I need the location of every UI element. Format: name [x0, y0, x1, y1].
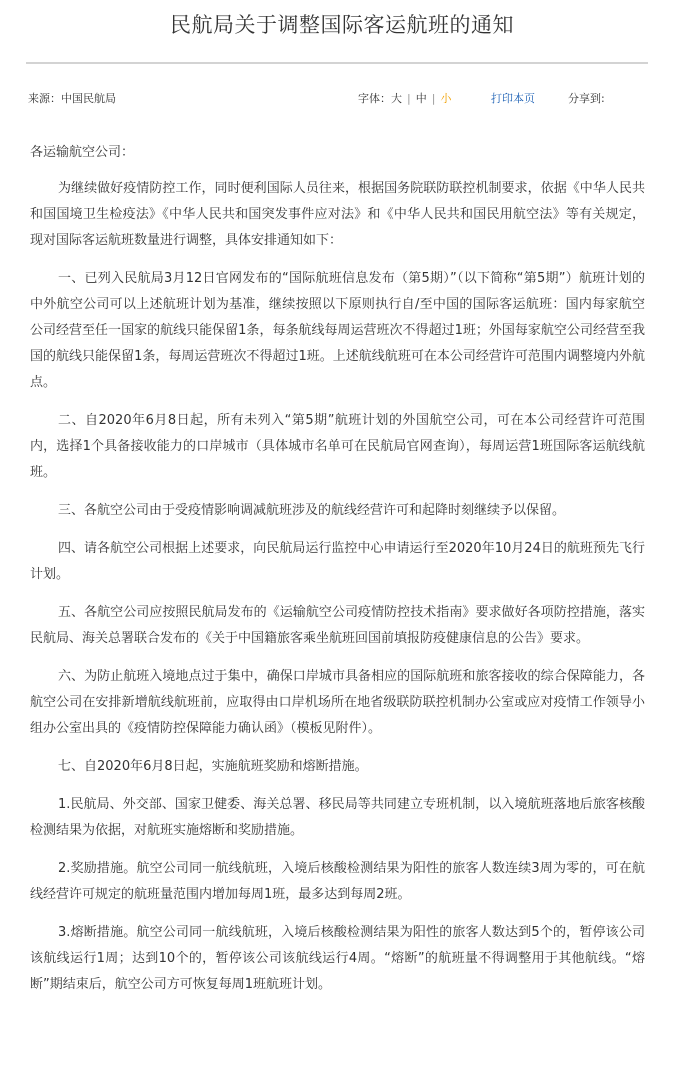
- body-paragraph: 七、自2020年6月8日起，实施航班奖励和熔断措施。: [58, 759, 368, 774]
- page-title: 民航局关于调整国际客运航班的通知: [170, 13, 514, 37]
- share-label: 分享到:: [568, 92, 605, 105]
- article-meta-bar: [28, 91, 628, 107]
- article-body: [30, 140, 645, 1010]
- print-page-link[interactable]: 打印本页: [491, 92, 535, 105]
- font-size-label: 字体：: [358, 92, 391, 105]
- body-paragraph: 1.民航局、外交部、国家卫健委、海关总署、移民局等共同建立专班机制，以入境航班落地后旅客核酸检测结果为依据，对航班实施熔断和奖励措施。: [30, 797, 645, 838]
- body-paragraph: 为继续做好疫情防控工作，同时便利国际人员往来，根据国务院联防联控机制要求，依据《中华人民共和国国境卫生检疫法》《中华人民共和国突发事件应对法》和《中华人民共和国民用航空法》等有关规定，现对国际客运航班数量进行调整，具体安排通知如下：: [30, 181, 645, 248]
- font-size-separator: |: [407, 92, 411, 105]
- body-paragraph: 六、为防止航班入境地点过于集中，确保口岸城市具备相应的国际航班和旅客接收的综合保障能力，各航空公司在安排新增航线航班前，应取得由口岸机场所在地省级联防联控机制办公室或应对疫情工作领导小组办公室出具的《疫情防控保障能力确认函》（模板见附件）。: [30, 669, 645, 736]
- font-size-medium-button[interactable]: 中: [415, 92, 427, 105]
- body-paragraph: 二、自2020年6月8日起，所有未列入“第5期”航班计划的外国航空公司，可在本公司经营许可范围内，选择1个具备接收能力的口岸城市（具体城市名单可在民航局官网查询），每周运营1班国际客运航线航班。: [30, 413, 645, 480]
- body-paragraph: 三、各航空公司由于受疫情影响调减航班涉及的航线经营许可和起降时刻继续予以保留。: [58, 503, 566, 518]
- article-source: [28, 91, 116, 107]
- body-paragraph: 一、已列入民航局3月12日官网发布的“国际航班信息发布（第5期）”（以下简称“第5期”）航班计划的中外航空公司可以上述航班计划为基准，继续按照以下原则执行自/至中国的国际客运航班：国内每家航空公司经营至任一国家的航线只能保留1条，每条航线每周运营班次不得超过1班；外国每家航空公司经营至我国的航线只能保留1条，每周运营班次不得超过1班。上述航线航班可在本公司经营许可范围内调整境内外航点。: [30, 271, 645, 390]
- font-size-switcher: [358, 91, 451, 107]
- font-size-large-button[interactable]: 大: [391, 92, 402, 105]
- body-paragraph: 四、请各航空公司根据上述要求，向民航局运行监控中心申请运行至2020年10月24日的航班预先飞行计划。: [30, 541, 645, 582]
- font-size-small-button[interactable]: 小: [440, 92, 452, 105]
- body-paragraph: 3.熔断措施。航空公司同一航线航班，入境后核酸检测结果为阳性的旅客人数达到5个的，暂停该公司该航线运行1周；达到10个的，暂停该公司该航线运行4周。“熔断”的航班量不得调整用于其他航线。“熔断”期结束后，航空公司方可恢复每周1班航班计划。: [30, 925, 645, 992]
- title-divider: [26, 62, 648, 64]
- source-label: 来源：: [28, 92, 61, 105]
- body-paragraph: 五、各航空公司应按照民航局发布的《运输航空公司疫情防控技术指南》要求做好各项防控措施，落实民航局、海关总署联合发布的《关于中国籍旅客乘坐航班回国前填报防疫健康信息的公告》要求。: [30, 605, 645, 646]
- body-paragraph: 2.奖励措施。航空公司同一航线航班，入境后核酸检测结果为阳性的旅客人数连续3周为零的，可在航线经营许可规定的航班量范围内增加每周1班，最多达到每周2班。: [30, 861, 645, 902]
- salutation: 各运输航空公司：: [30, 145, 135, 160]
- source-value: 中国民航局: [61, 92, 116, 105]
- font-size-separator: |: [431, 92, 436, 105]
